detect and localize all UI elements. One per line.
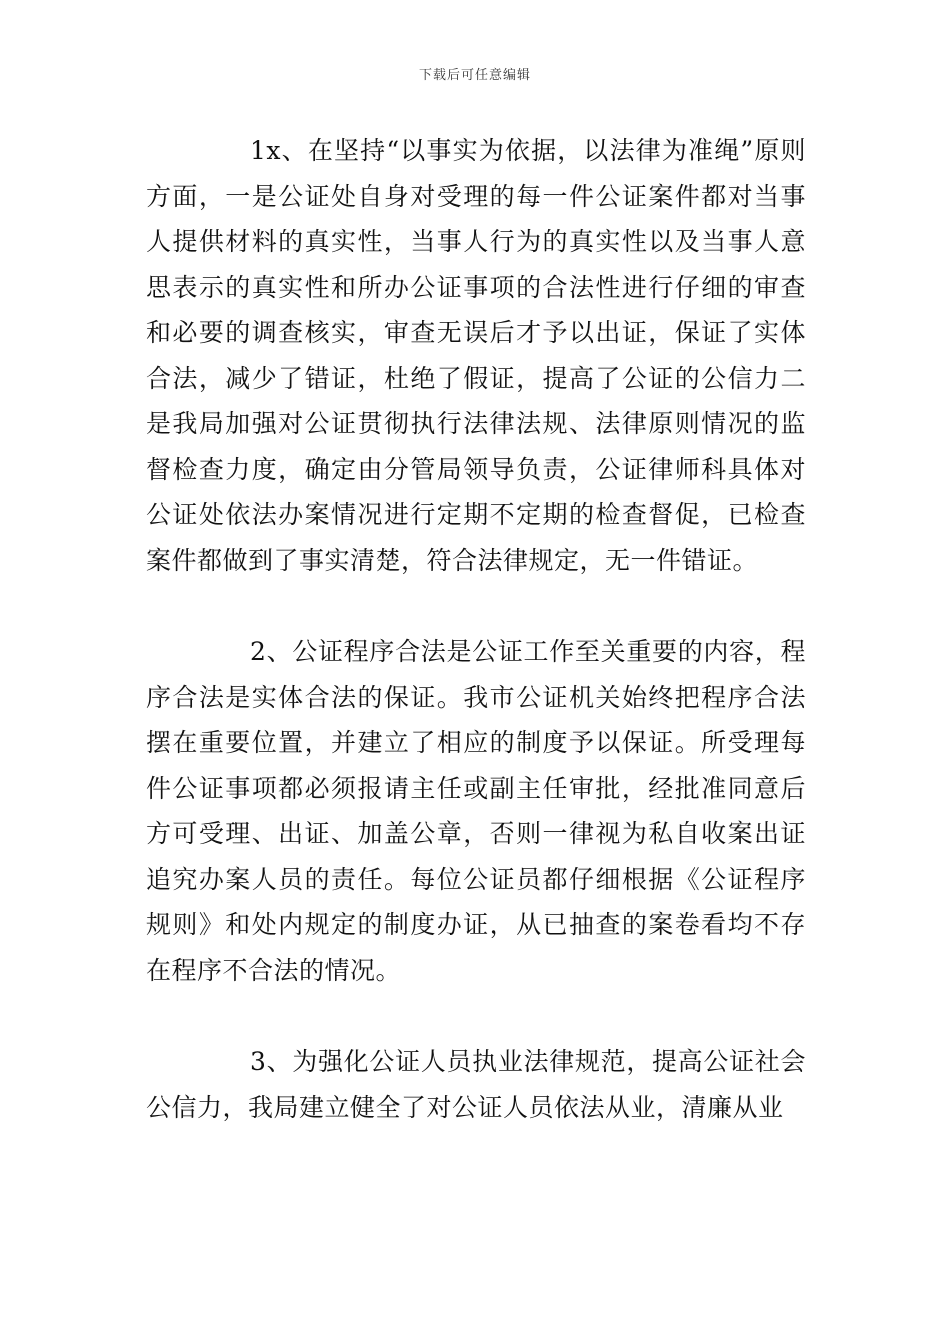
paragraph-2: 2、公证程序合法是公证工作至关重要的内容，程序合法是实体合法的保证。我市公证机关始终把程序合法摆在重要位置，并建立了相应的制度予以保证。所受理每件公证事项都必须报请主任或副主任审批，经批准同意后方可受理、出证、加盖公章，否则一律视为私自收案出证追究办案人员的责任。每位公证员都仔细根据《公证程序规则》和处内规定的制度办证，从已抽查的案卷看均不存在程序不合法的情况。 [146, 637, 806, 985]
paragraph-3: 3、为强化公证人员执业法律规范，提高公证社会公信力，我局建立健全了对公证人员依法从业，清廉从业 [146, 1047, 806, 1122]
page-header: 下载后可任意编辑 [418, 68, 531, 83]
paragraph-1: 1x、在坚持“以事实为依据，以法律为准绳”原则方面，一是公证处自身对受理的每一件公证案件都对当事人提供材料的真实性，当事人行为的真实性以及当事人意思表示的真实性和所办公证事项的合法性进行仔细的审查和必要的调查核实，审查无误后才予以出证，保证了实体合法，减少了错证，杜绝了假证，提高了公证的公信力二是我局加强对公证贯彻执行法律法规、法律原则情况的监督检查力度，确定由分管局领导负责，公证律师科具体对公证处依法办案情况进行定期不定期的检查督促，已检查案件都做到了事实清楚，符合法律规定，无一件错证。 [146, 136, 806, 575]
document-body [146, 128, 806, 1130]
